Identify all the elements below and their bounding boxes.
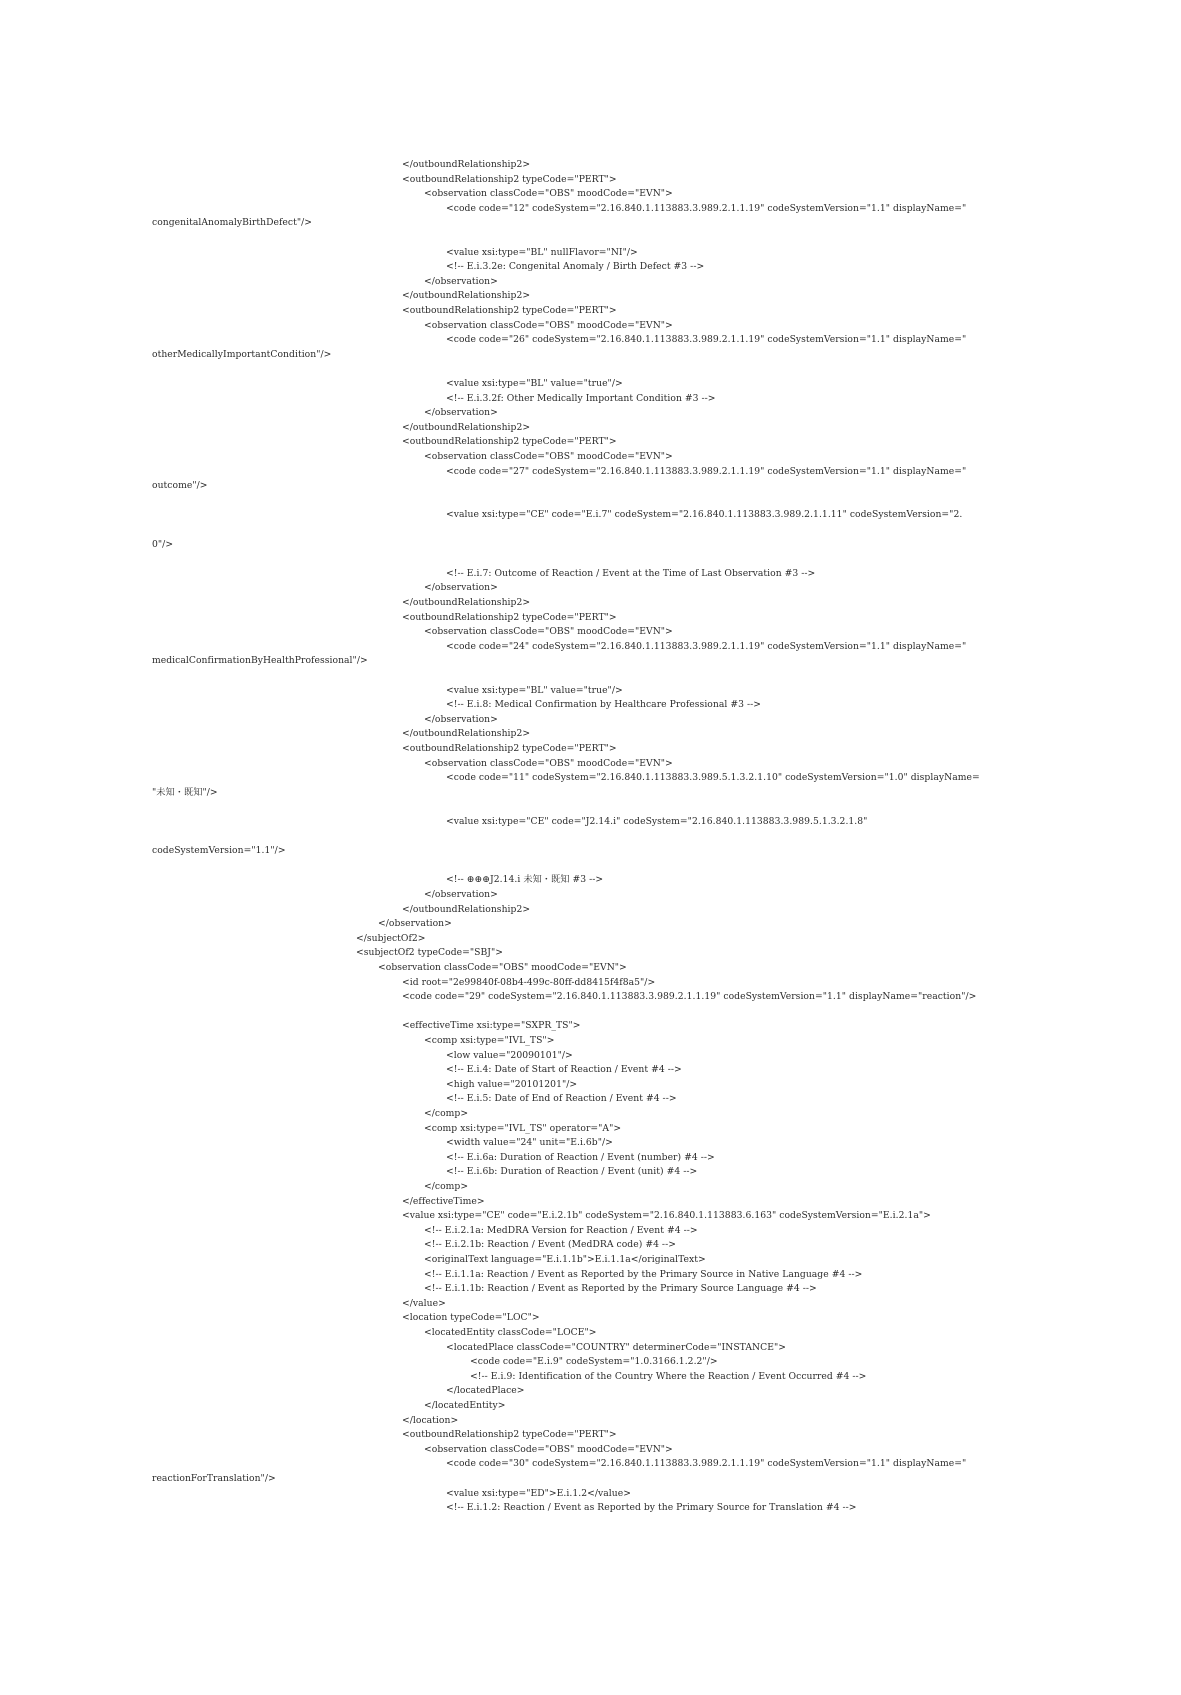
code-line: </observation> <box>424 713 498 725</box>
code-line: <locatedPlace classCode="COUNTRY" determinerCode="INSTANCE"> <box>446 1341 786 1353</box>
code-line: <value xsi:type="CE" code="J2.14.i" codeSystem="2.16.840.1.113883.3.989.5.1.3.2.1.8" <box>446 816 868 827</box>
code-line: </outboundRelationship2> <box>402 421 531 433</box>
code-line: <outboundRelationship2 typeCode="PERT"> <box>402 173 617 185</box>
code-line: congenitalAnomalyBirthDefect"/> <box>152 217 313 229</box>
code-line: reactionForTranslation"/> <box>152 1473 276 1484</box>
code-line: </subjectOf2> <box>356 932 426 944</box>
code-line: </observation> <box>424 275 498 287</box>
xml-code-listing <box>152 158 1032 1514</box>
code-line: <high value="20101201"/> <box>446 1078 578 1090</box>
code-line: </effectiveTime> <box>402 1195 485 1207</box>
code-line: <value xsi:type="BL" value="true"/> <box>446 684 623 696</box>
code-line: <observation classCode="OBS" moodCode="EVN"> <box>424 188 673 200</box>
code-line: <outboundRelationship2 typeCode="PERT"> <box>402 436 617 448</box>
code-line: <outboundRelationship2 typeCode="PERT"> <box>402 743 617 754</box>
code-line: <code code="11" codeSystem="2.16.840.1.113883.3.989.5.1.3.2.1.10" codeSystemVersion="1.0" displayName= <box>446 772 980 784</box>
code-line: <originalText language="E.i.1.1b">E.i.1.1a</originalText> <box>424 1254 706 1265</box>
code-line: <code code="E.i.9" codeSystem="1.0.3166.1.2.2"/> <box>470 1356 718 1368</box>
code-line: otherMedicallyImportantCondition"/> <box>152 348 332 360</box>
code-line: <!-- E.i.1.1b: Reaction / Event as Reported by the Primary Source Language #4 --> <box>424 1283 817 1295</box>
code-line: <observation classCode="OBS" moodCode="EVN"> <box>424 757 673 769</box>
code-line: <observation classCode="OBS" moodCode="EVN"> <box>424 1443 673 1455</box>
code-line: <comp xsi:type="IVL_TS"> <box>424 1035 555 1046</box>
code-line: medicalConfirmationByHealthProfessional"/> <box>152 655 368 667</box>
code-line: </locatedEntity> <box>424 1400 506 1411</box>
code-line: <!-- E.i.6a: Duration of Reaction / Event (number) #4 --> <box>446 1151 715 1163</box>
code-line: <!-- E.i.1.1a: Reaction / Event as Reported by the Primary Source in Native Language #4 --> <box>424 1268 863 1280</box>
code-line: </value> <box>402 1297 446 1309</box>
code-line: </outboundRelationship2> <box>402 903 531 915</box>
code-line: <outboundRelationship2 typeCode="PERT"> <box>402 611 617 623</box>
code-line: </outboundRelationship2> <box>402 159 531 170</box>
code-line: </locatedPlace> <box>446 1385 525 1397</box>
code-line: </comp> <box>424 1108 469 1119</box>
code-line: <id root="2e99840f-08b4-499c-80ff-dd8415f4f8a5"/> <box>402 976 656 988</box>
code-line: <value xsi:type="CE" code="E.i.7" codeSystem="2.16.840.1.113883.3.989.2.1.1.11" codeSystemVersion="2. <box>446 509 963 521</box>
code-line: <width value="24" unit="E.i.6b"/> <box>446 1137 613 1149</box>
code-line: </comp> <box>424 1181 469 1192</box>
code-line: <location typeCode="LOC"> <box>402 1312 540 1324</box>
code-line: <!-- E.i.6b: Duration of Reaction / Event (unit) #4 --> <box>446 1166 698 1178</box>
code-line: <!-- ⊕⊕⊕J2.14.i 未知・既知 #3 --> <box>446 874 604 886</box>
code-line: <observation classCode="OBS" moodCode="EVN"> <box>424 319 673 331</box>
code-line: <value xsi:type="CE" code="E.i.2.1b" codeSystem="2.16.840.1.113883.6.163" codeSystemVersion="E.i.2.1a"> <box>402 1210 931 1222</box>
code-line: </observation> <box>424 889 498 900</box>
code-line: <effectiveTime xsi:type="SXPR_TS"> <box>402 1020 581 1032</box>
code-line: <code code="12" codeSystem="2.16.840.1.113883.3.989.2.1.1.19" codeSystemVersion="1.1" displayName=" <box>446 202 967 214</box>
code-line: <!-- E.i.3.2f: Other Medically Important Condition #3 --> <box>446 392 716 404</box>
code-line: <outboundRelationship2 typeCode="PERT"> <box>402 1429 617 1441</box>
code-line: <locatedEntity classCode="LOCE"> <box>424 1327 597 1338</box>
code-line: <value xsi:type="BL" value="true"/> <box>446 378 623 389</box>
code-line: </observation> <box>424 582 498 594</box>
code-line: </outboundRelationship2> <box>402 597 531 608</box>
code-line: <value xsi:type="ED">E.i.1.2</value> <box>446 1487 631 1499</box>
code-line: <subjectOf2 typeCode="SBJ"> <box>356 947 504 959</box>
code-line: <code code="29" codeSystem="2.16.840.1.113883.3.989.2.1.1.19" codeSystemVersion="1.1" displayName="reaction"/> <box>402 991 977 1003</box>
code-line: <comp xsi:type="IVL_TS" operator="A"> <box>424 1122 622 1134</box>
code-line: </outboundRelationship2> <box>402 290 531 302</box>
code-line: 0"/> <box>152 538 174 550</box>
code-line: "未知・既知"/> <box>152 786 218 798</box>
code-line: <!-- E.i.2.1a: MedDRA Version for Reaction / Event #4 --> <box>424 1224 698 1236</box>
code-line: </observation> <box>424 407 498 419</box>
code-line: </observation> <box>378 918 452 930</box>
code-line: <observation classCode="OBS" moodCode="EVN"> <box>424 451 673 462</box>
code-line: </location> <box>402 1414 459 1426</box>
code-line: <code code="30" codeSystem="2.16.840.1.113883.3.989.2.1.1.19" codeSystemVersion="1.1" displayName=" <box>446 1458 967 1470</box>
code-line: <!-- E.i.4: Date of Start of Reaction / Event #4 --> <box>446 1064 682 1076</box>
code-line: <!-- E.i.8: Medical Confirmation by Healthcare Professional #3 --> <box>446 699 762 711</box>
code-line: <observation classCode="OBS" moodCode="EVN"> <box>424 626 673 638</box>
code-line: <!-- E.i.1.2: Reaction / Event as Reported by the Primary Source for Translation #4 --> <box>446 1502 857 1514</box>
code-line: <!-- E.i.7: Outcome of Reaction / Event at the Time of Last Observation #3 --> <box>446 567 816 579</box>
code-line: <!-- E.i.2.1b: Reaction / Event (MedDRA code) #4 --> <box>424 1239 676 1251</box>
code-line: <low value="20090101"/> <box>446 1049 573 1061</box>
code-line: </outboundRelationship2> <box>402 728 531 740</box>
code-line: <value xsi:type="BL" nullFlavor="NI"/> <box>446 246 638 258</box>
code-line: outcome"/> <box>152 480 208 492</box>
code-line: <!-- E.i.3.2e: Congenital Anomaly / Birth Defect #3 --> <box>446 261 705 273</box>
code-line: <!-- E.i.9: Identification of the Country Where the Reaction / Event Occurred #4 --> <box>470 1370 867 1382</box>
code-line: <code code="27" codeSystem="2.16.840.1.113883.3.989.2.1.1.19" codeSystemVersion="1.1" displayName=" <box>446 465 967 477</box>
code-line: <code code="24" codeSystem="2.16.840.1.113883.3.989.2.1.1.19" codeSystemVersion="1.1" displayName=" <box>446 640 967 652</box>
code-line: <outboundRelationship2 typeCode="PERT"> <box>402 305 617 316</box>
code-line: codeSystemVersion="1.1"/> <box>152 845 286 857</box>
code-line: <code code="26" codeSystem="2.16.840.1.113883.3.989.2.1.1.19" codeSystemVersion="1.1" displayName=" <box>446 334 967 346</box>
code-line: <!-- E.i.5: Date of End of Reaction / Event #4 --> <box>446 1093 677 1105</box>
code-line: <observation classCode="OBS" moodCode="EVN"> <box>378 962 627 973</box>
